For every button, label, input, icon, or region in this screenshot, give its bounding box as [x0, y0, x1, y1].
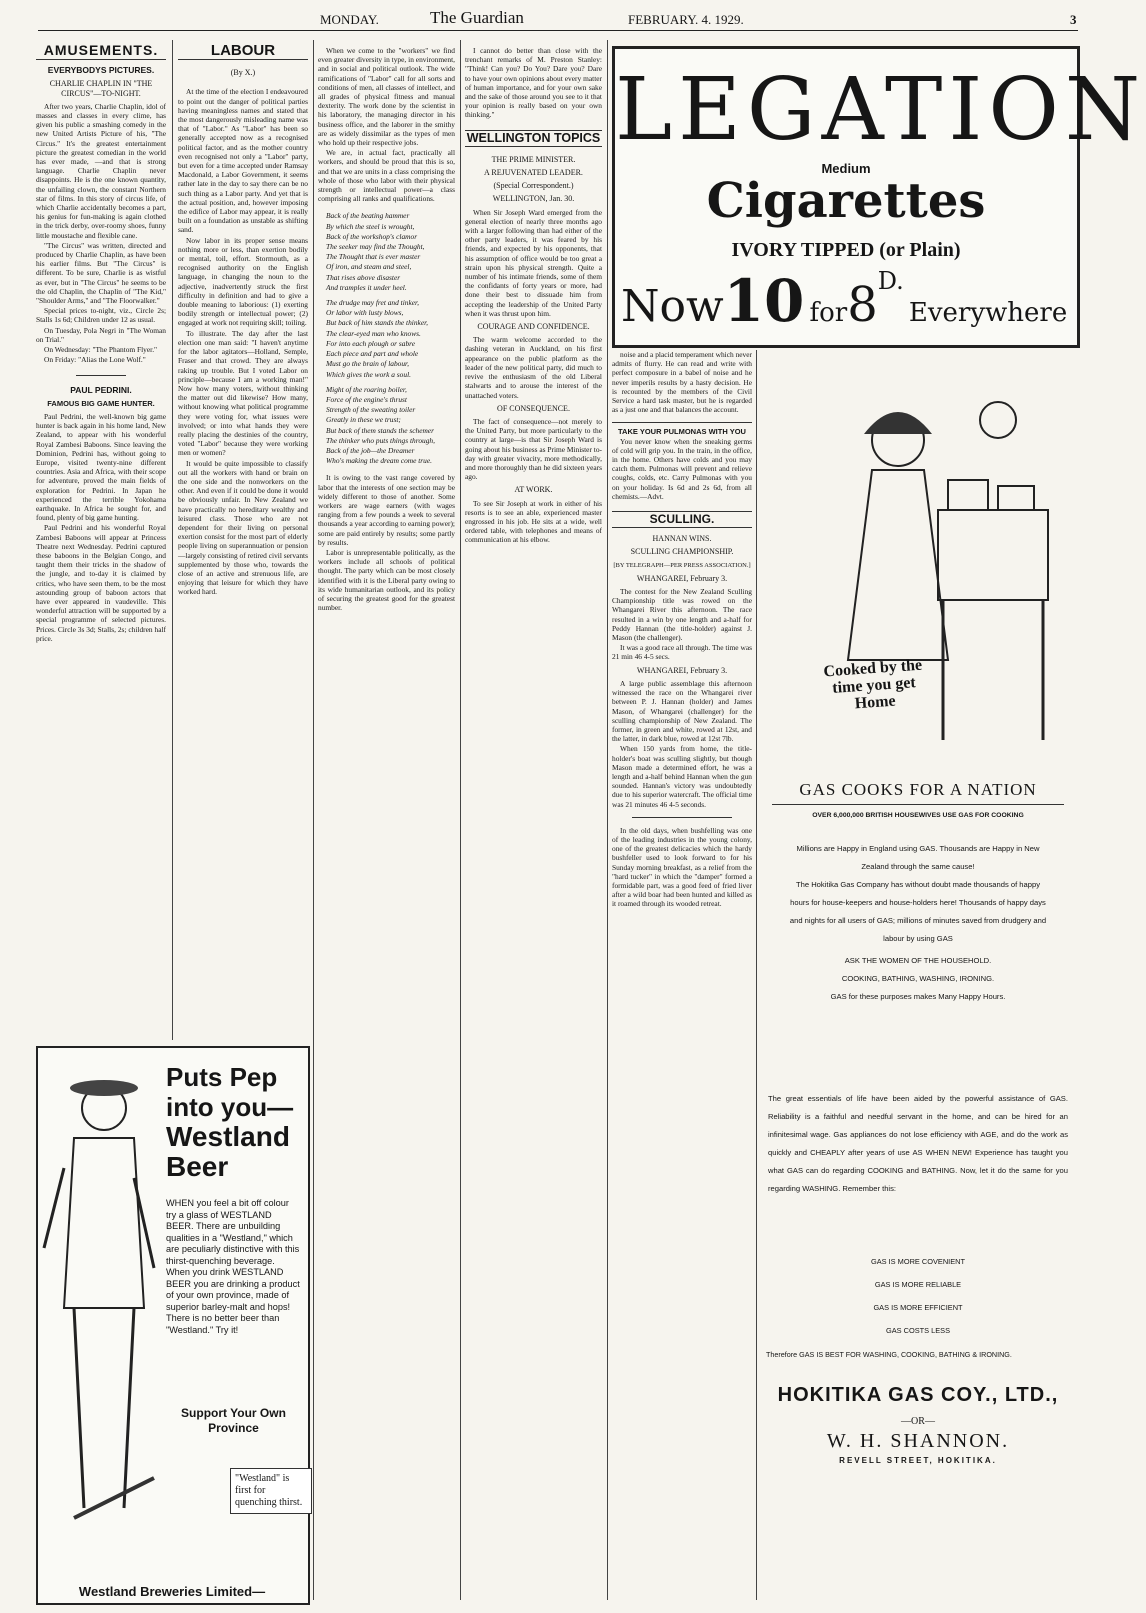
paragraph: When we come to the "workers" we find even greater diversity in type, in environment, and in social and political outlook. The wide ramifications of "Labor" call for all sorts and conditions of men, all classes of intellect, and all grades of physical fitness and manual dexterity. The work done by the scientist in his laboratory, the managing director in his business office, and the laborer in the smithy are as widely dissimilar as the types of men who hold up their respective jobs.	[318, 46, 455, 148]
press-association: [BY TELEGRAPH—PER PRESS ASSOCIATION.]	[613, 561, 751, 569]
wellington-dateline: WELLINGTON, Jan. 30.	[492, 194, 575, 204]
labour-byline: (By X.)	[230, 68, 256, 78]
paragraph: To illustrate. The day after the last election one man said: "I haven't anytime for the labor agitators—Holland, Semple, Fraser and that crowd. They are always raking up trouble. But I voted Labor on principle—because I am a working man!" Now how many voters, without thinking the matter out did likewise? How many, without knowing what political programme they were voting for, what issues were involved; or into what hands they were really placing the destinies of the country, voted "Labor" because they were working men or women?	[178, 328, 308, 458]
poem-line: Strength of the sweating toiler	[326, 405, 416, 415]
poem-line: Of iron, and steam and steel,	[326, 262, 412, 272]
paragraph: Labor is unrepresentable politically, as the workers include all schools of political thought. The party which can be most closely identified with it is the Liberal party owing to its wide humanitarian outlook, and its policy of securing the greatest good for the greatest number.	[318, 547, 455, 613]
gas-headline: GAS COOKS FOR A NATION	[799, 780, 1037, 799]
column-rule	[172, 40, 173, 1040]
column-rule	[756, 350, 757, 1600]
paragraph: At the time of the election I endeavoured to point out the danger of political parties having meaningless names and stated that the most dangerously misleading name was that of "Labor." As "Labor" has been so generally accepted now as a recognised political factor, and as the mother country even recognised not only a "Labor" party, but even for a time accepted under Ramsay Macdonald, a Labor Government, it seems rather late in the day to say there can be no such thing as a Labor party. And yet that is the actual position, and, however imposing the edifice of Labor may appear, it is really built on a foundation as unstable as shifting sand.	[178, 87, 308, 235]
paragraph: When Sir Joseph Ward emerged from the general election of nearly three months ago with a larger following than had either of the other party leaders, it was feared by his friends, and expected by his opponents, that his assumption of office would be too great a strain upon his physical strength. Quite a number of his intimate friends, some of them the confidants of forty years or more, had done their best to dissuade him from accepting the leadership of the United Party when it was thrust upon him.	[465, 207, 602, 318]
price-eight: 8	[847, 277, 878, 333]
paragraph: On Friday: "Alias the Lone Wolf."	[44, 355, 146, 365]
legation-tip: IVORY TIPPED (or Plain)	[731, 239, 961, 261]
farmer-illustration	[44, 1068, 164, 1548]
paragraph: Special prices to-night, viz., Circle 2s; Stalls 1s 6d; Children under 12 as usual.	[36, 306, 166, 325]
price-for: for	[809, 298, 848, 328]
masthead-day: MONDAY.	[320, 12, 379, 27]
westland-headline-4: Beer	[166, 1151, 229, 1182]
price-everywhere: Everywhere	[908, 298, 1068, 328]
poem-line: And tramples it under heel.	[326, 282, 407, 292]
price-d: D.	[877, 267, 904, 295]
wellington-sub-2: A REJUVENATED LEADER.	[484, 168, 583, 178]
poem-line: Greatly in these we trust;	[326, 415, 401, 425]
gas-points	[762, 1250, 1074, 1342]
poem-line: Or labor with lusty blows,	[326, 308, 404, 318]
price-ten: 10	[723, 267, 805, 335]
poem-line: Must go the brain of labour,	[326, 359, 409, 369]
westland-footer: Westland Breweries Limited—	[78, 1584, 266, 1599]
paragraph: "The Circus" was written, directed and produced by Charlie Chaplin, as have been his earlier films. But "The Circus" is different. To be sure, Charlie is as wistful as ever, but in "The Circus" he seems to be the old Chaplin, the Chaplin of "The Kid," "Shoulder Arms," and "The Floorwalker."	[36, 240, 166, 306]
westland-headline-2: into you—	[166, 1092, 294, 1122]
wellington-sub-1: THE PRIME MINISTER.	[491, 154, 576, 164]
paragraph: It was a good race all through. The time was 21 min 46 4-5 secs.	[612, 643, 752, 662]
page-number: 3	[1070, 12, 1077, 27]
poem-line: The seeker may find the Thought,	[326, 242, 425, 252]
section-dateline: WHANGAREI, February 3.	[636, 665, 728, 675]
sculling-heading: SCULLING.	[612, 511, 752, 528]
masthead	[38, 8, 1078, 31]
poem-line: Might of the roaring boiler,	[326, 384, 407, 394]
sculling-sub-1: HANNAN WINS.	[652, 534, 712, 544]
paragraph: The warm welcome accorded to the dashing veteran in Auckland, on his first appearance on the public platform as the leader of the new political party, did much to revive the enthusiasm of the old Liberal stalwarts and to arouse the interest of the unattached voters.	[465, 335, 602, 400]
gas-uses: COOKING, BATHING, WASHING, IRONING.	[841, 974, 995, 983]
paragraph: In the old days, when bushfelling was one of the leading industries in the young colony, one of the greatest delicacies which the hardy bushfeller used to look forward to for his Sunday morning breakfast, as a relief from the "hard tucker" in which the "damper" formed a formidable part, was a good feed of fried liver after a wild boar had been hunted and killed as it roamed through its wooded retreat.	[612, 825, 752, 909]
right-news-column	[612, 350, 752, 1600]
gas-cooked-slogan: Cooked by the time you get Home	[822, 656, 923, 713]
westland-headline-3: Westland	[166, 1121, 290, 1152]
section-subhead: OF CONSEQUENCE.	[497, 403, 570, 413]
paragraph: noise and a placid temperament which never admits of flurry. He can read and write with perfect composure in a babel of noise and he never imperils results by a hasty decision. He is recounted by the members of the Civil Service a hard task master, but he is regarded as a just one and that balances the account.	[612, 350, 752, 415]
divider	[612, 422, 752, 423]
gas-intro	[786, 840, 1050, 1006]
wellington-topics-column	[465, 46, 602, 1601]
paragraph: I cannot do better than close with the trenchant remarks of M. Preston Stanley: "Think! Can you? Do You? Dare you? Dare to have your own opinions about every matter of human importance, and for your own sake and the sake of those around you see to it that your opinion is really based on your own thinking."	[465, 46, 602, 120]
paragraph: Now labor in its proper sense means nothing more or less, than exertion bodily or mental, toil, effort. Stormouth, as a recognised authority on the English language, in changing the noun to the adjective, inadvertently struck the first difficulty in definition and had to give a double meaning to laborious: (1) exerting bodily strength or intellectual power; (2) engaged at work not requiring skill; toiling.	[178, 235, 308, 328]
poem-line: For into each plough or sabre	[326, 338, 416, 348]
paragraph: We are, in actual fact, practically all workers, and should be proud that this is so, and that we are units in a class comprising the whole of those who labor with their physical strength or intellectual power—a class comprising all ranks and qualifications.	[318, 148, 455, 204]
everybodys-subhead: EVERYBODYS PICTURES.	[47, 65, 155, 76]
paragraph: Paul Pedrini and his wonderful Royal Zambesi Baboons will appear at Princess Theatre next Wednesday. Pedrini captured these baboons in the Belgian Congo, and taught them their tricks in the shadow of the jungle, and to-day it is claimed by critics, who have seen them, to be the most astounding group of baboon actors that have ever appeared in vaudeville. This wonderful attraction will be supported by a special programme of selected pictures. Prices. Circle 3s 3d; Stalls, 2s; children half price.	[36, 523, 166, 643]
poem-line: The thinker who puts things through,	[326, 435, 435, 445]
legation-product: Cigarettes	[706, 173, 986, 229]
gas-therefore: Therefore GAS IS BEST FOR WASHING, COOKING, BATHING & IRONING.	[766, 1350, 1012, 1359]
sculling-dateline: WHANGAREI, February 3.	[636, 573, 728, 583]
westland-quote: "Westland" is first for quenching thirst.	[230, 1468, 312, 1514]
legation-brand: LEGATION	[615, 60, 1146, 160]
paragraph: To see Sir Joseph at work in either of his resorts is to see an able, experienced master engrossed in his job. He sits at a wide, well ordered table, with telephones and means of communication at his elbow.	[465, 498, 602, 545]
price-now: Now	[621, 281, 724, 332]
gas-address: REVELL STREET, HOKITIKA.	[839, 1456, 997, 1465]
poem-line: The clear-eyed man who knows.	[326, 328, 421, 338]
paragraph: On Tuesday, Pola Negri in "The Woman on Trial."	[36, 325, 166, 344]
paragraph: A large public assemblage this afternoon witnessed the race on the Whangarei river between P. J. Hannan (holder) and James Mason, of Whangarei (challenger) for the sculling championship of New Zealand. The former, in green and white, rowed at 12st, and the latter, in dark blue, rowed at 12st 7lb.	[612, 678, 752, 744]
sculling-sub-2: SCULLING CHAMPIONSHIP.	[630, 547, 734, 557]
pulmonas-heading: TAKE YOUR PULMONAS WITH YOU	[618, 427, 746, 437]
amusements-heading: AMUSEMENTS.	[36, 46, 166, 60]
wellington-topics-heading: WELLINGTON TOPICS	[465, 130, 602, 147]
column-rule	[460, 40, 461, 1600]
poem	[326, 211, 455, 465]
pulmonas-ad-text: You never know when the sneaking germs of cold will grip you. In the train, in the office, in the home. Others have colds and you may catch them. Pulmonas will prevent and relieve coughs, colds, etc. Carry Pulmonas with you on your holiday. Is 6d and 2s 6d, from all chemists.—Advt.	[612, 436, 752, 501]
poem-line: The Thought that is ever master	[326, 252, 421, 262]
pedrini-subhead: PAUL PEDRINI.	[70, 384, 132, 395]
gas-company: HOKITIKA GAS COY., LTD.,	[777, 1384, 1059, 1406]
paragraph: When 150 yards from home, the title-holder's boat was sculling slightly, but though Mason made a determined effort, he was a length and a-half behind Hannan when the gun sounded. Hannan's victory was undoubtedly due to his superior watercraft. The official time was 21 minutes 46 4-5 seconds.	[612, 744, 752, 809]
column-rule	[607, 40, 608, 1600]
labour-column	[178, 42, 308, 1036]
masthead-title: The Guardian	[430, 8, 524, 27]
poem-line: Force of the engine's thrust	[326, 394, 407, 404]
westland-headline-1: Puts Pep	[166, 1062, 278, 1092]
poem-line: Each piece and part and whole	[326, 349, 419, 359]
poem-line: But back of him stands the thinker,	[326, 318, 429, 328]
wellington-sub-3: (Special Correspondent.)	[493, 181, 574, 191]
section-subhead: AT WORK.	[514, 485, 553, 495]
labour-continued-column	[318, 46, 455, 1601]
gas-essentials: The great essentials of life have been aided by the powerful assistance of GAS. Reliability is a faithful and needful servant in the home, and can be hired for an infinitesimal wage. Gas appliances do not lose efficiency with AGE, and do the work as quickly and CHEAPLY after years of use AS WHEN NEW! Experience has taught you what GAS can do regarding COOKING and BATHING. Now, let it do the same for you regarding WASHING. Remember this:	[768, 1094, 1068, 1193]
divider	[632, 817, 732, 818]
gas-point: GAS IS MORE EFFICIENT	[873, 1303, 963, 1312]
masthead-date: FEBRUARY. 4. 1929.	[628, 12, 744, 27]
poem-line: By which the steel is wrought,	[326, 221, 415, 231]
westland-beer-ad	[36, 1046, 310, 1605]
paragraph: It would be quite impossible to classify out all the workers with hand or brain on the one side and the nonworkers on the other. And even if it could be done it would be obviously unfair. In New Zealand we have practically no hereditary wealthy and leisured class. Those who are not dependent for their living on personal exertion consist for the most part of elderly people living on superannuation or pension—largely consisting of retired civil servants supplemented by those who, towards the close of an active and strenuous life, are enjoying that leisure for which they have worked hard.	[178, 458, 308, 597]
westland-copy: WHEN you feel a bit off colour try a glass of WESTLAND BEER. There are unbuilding qualities in a "Westland," which are peculiarly distinctive with this thirst-quenching beverage. When you drink WESTLAND BEER you are drinking a product of your own province, made of superior barley-malt and hops! There is no better beer than "Westland." Try it!	[166, 1198, 300, 1335]
paragraph: On Wednesday: "The Phantom Flyer."	[44, 345, 158, 355]
paragraph: Paul Pedrini, the well-known big game hunter is back again in his home land, New Zealand, to appear with his wonderful Royal Zambesi Baboons. Since leaving the Dominion, Pedrini has, without going to Europe, visited twenty-nine different countries. Asia and Africa, with their scope for adventure, proved the main fields of exploration for Pedrini. In Japan he experienced the terrible Yokohama earthquake. In Africa he sought for, and found, plenty of big game hunting.	[36, 411, 166, 523]
poem-line: That rises above disaster	[326, 272, 401, 282]
legation-cigarettes-ad	[612, 46, 1146, 348]
column-rule	[313, 40, 314, 1600]
gas-point: GAS COSTS LESS	[885, 1326, 951, 1335]
gas-point: GAS IS MORE RELIABLE	[874, 1280, 962, 1289]
paragraph: After two years, Charlie Chaplin, idol of masses and classes in every clime, has given his public a smashing comedy in the new United Artists Picture of his, "The Circus." It's the greatest entertainment picture the greatest comedian in the world has ever made, —and that is strong language. Charlie Chaplin never disappoints. He is the one known quantity, the unfailing clown, the constant Northern star of films. In this story of circus life, of which Charlie accidentally becomes a part, his genius for fun-making is again clothed in the trick derby, over-roomy shoes, funny little moustache and flexible cane.	[36, 101, 166, 240]
paragraph: The fact of consequence—not merely to the United Party, but more particularly to the country at large—is that Sir Joseph Ward is going about his business as Prime Minister to-day with greater vivacity, more methodically, and more thoroughly than he did sixteen years ago.	[465, 416, 602, 482]
paragraph: The contest for the New Zealand Sculling Championship title was rowed on the Whangarei River this afternoon. The race resulted in a win by one length and a-half for Peddy Hannan (the title-holder) against J. Mason (the challenger).	[612, 587, 752, 643]
paragraph: It is owing to the vast range covered by labor that the interests of one section may be widely different to those of another. Some workers are wage earners (with wages ranging from a few pounds a week to several thousands a year according to earning power); some are paid entirely by results; some partly by results.	[318, 473, 455, 547]
legation-grade: Medium	[821, 161, 871, 176]
gas-line: Millions are Happy in England using GAS. Thousands are Happy in New Zealand through the same cause!	[796, 844, 1040, 871]
section-subhead: COURAGE AND CONFIDENCE.	[477, 322, 590, 332]
poem-line: Back of the beating hammer	[326, 211, 410, 221]
amusements-column	[36, 42, 166, 1046]
poem-line: But back of them stands the schemer	[326, 425, 434, 435]
poem-line: The drudge may fret and tinker,	[326, 298, 419, 308]
poem-line: Back of the workshop's clamor	[326, 231, 418, 241]
gas-line: The Hokitika Gas Company has without doubt made thousands of happy hours for house-keepers and house-holders here! Thousands of happy days and nights for all users of GAS; millions of minutes saved from drudgery and labour by using GAS	[789, 880, 1047, 943]
westland-support: Support Your Own Province	[181, 1406, 286, 1435]
divider	[76, 375, 126, 376]
poem-line: Back of the job—the Dreamer	[326, 445, 415, 455]
poem-line: Who's making the dream come true.	[326, 456, 432, 466]
pedrini-lead: FAMOUS BIG GAME HUNTER.	[47, 398, 155, 408]
gas-purposes: GAS for these purposes makes Many Happy Hours.	[830, 992, 1006, 1001]
labour-heading: LABOUR	[178, 46, 308, 60]
legation-price-line	[621, 267, 1071, 335]
gas-ask: ASK THE WOMEN OF THE HOUSEHOLD.	[844, 956, 992, 965]
hokitika-gas-ad	[762, 350, 1074, 1600]
gas-point: GAS IS MORE COVENIENT	[870, 1257, 966, 1266]
gas-or: —OR—	[901, 1416, 935, 1427]
chaplin-lead: CHARLIE CHAPLIN IN "THE CIRCUS"—TO-NIGHT.	[49, 79, 153, 98]
gas-agent: W. H. SHANNON.	[826, 1430, 1010, 1452]
poem-line: Which gives the work a soul.	[326, 369, 411, 379]
gas-rule	[772, 804, 1064, 805]
gas-strapline: OVER 6,000,000 BRITISH HOUSEWIVES USE GAS FOR COOKING	[812, 812, 1024, 819]
